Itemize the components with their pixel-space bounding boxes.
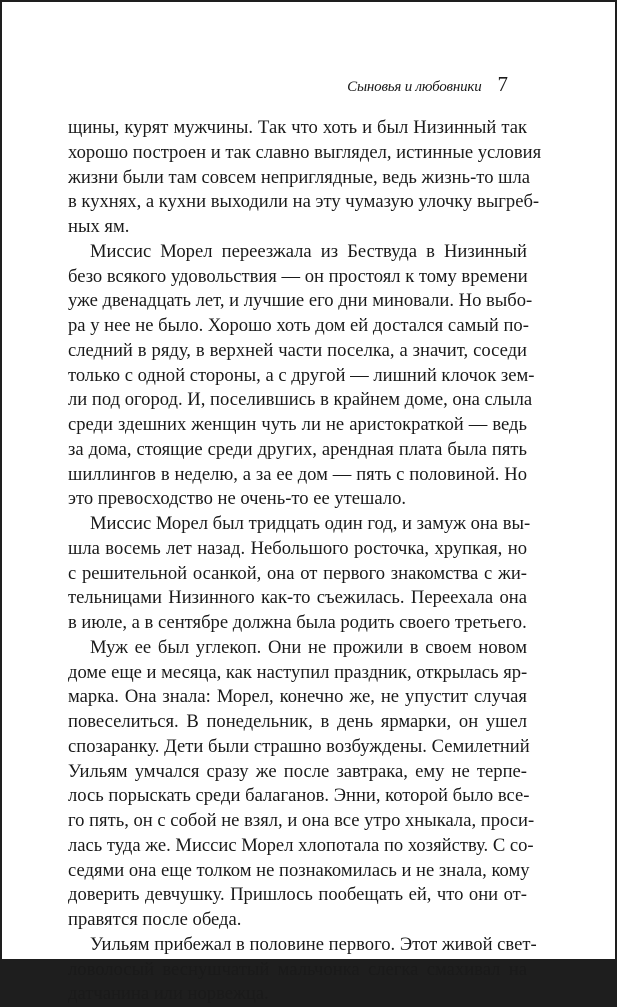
text-line: хорошо построен и так славно выглядел, истинные условия — [68, 141, 542, 163]
text-line: тельницами Низинного как-то съежилась. Переехала она — [68, 587, 527, 609]
text-line: правятся после обеда. — [68, 909, 242, 930]
text-line: ных ям. — [68, 216, 130, 237]
text-line: безо всякого удовольствия — он простоял к тому времени — [68, 265, 528, 287]
text-line: марка. Она знала: Морел, конечно же, не упустит случая — [68, 686, 527, 708]
text-line: лось порыскать среди балаганов. Энни, которой было все- — [68, 785, 530, 807]
text-line: доме еще и месяца, как наступил праздник, открылась яр- — [68, 661, 528, 683]
text-line: жизни были там совсем неприглядные, ведь жизнь-то шла — [68, 166, 530, 188]
text-line: с решительной осанкой, она от первого знакомства с жи- — [68, 562, 527, 584]
text-line: следний в ряду, в верхней части поселка, а значит, соседи — [68, 339, 527, 361]
body-text — [68, 116, 542, 1007]
text-line: Муж ее был углекоп. Они не прожили в своем новом — [90, 636, 527, 658]
text-line: за дома, стоящие среди других, арендная плата была пять — [68, 438, 527, 460]
text-line: спозаранку. Дети были страшно возбуждены. Семилетний — [68, 735, 530, 757]
running-head — [347, 72, 508, 97]
page-number: 7 — [497, 72, 508, 96]
text-line: шиллингов в неделю, а за ее дом — пять с половиной. Но — [68, 463, 527, 485]
text-line: го пять, он с собой не взял, и она все утро хныкала, проси- — [68, 810, 535, 831]
text-line: Миссис Морел переезжала из Бествуда в Низинный — [90, 240, 527, 262]
text-line: в кухнях, а кухни выходили на эту чумазую улочку выгреб- — [68, 191, 540, 213]
text-line: Миссис Морел был тридцать один год, и замуж она вы- — [90, 513, 531, 534]
text-line: Уильям умчался сразу же после завтрака, ему не терпе- — [68, 760, 527, 782]
text-line: Уильям прибежал в половине первого. Этот живой свет- — [90, 933, 537, 955]
text-line: ловолосый веснушчатый мальчонка слегка смахивал на — [68, 958, 527, 980]
book-page — [2, 2, 615, 1005]
text-line: уже двенадцать лет, и лучшие его дни миновали. Но выбо- — [68, 290, 533, 312]
text-line: доверить девчушку. Пришлось пообещать ей, что они от- — [68, 884, 527, 906]
text-line: датчанина или норвежца. — [68, 983, 269, 1005]
text-line: это превосходство не очень-то ее утешало. — [68, 488, 407, 510]
text-line: среди здешних женщин чуть ли не аристократкой — ведь — [68, 414, 527, 435]
text-line: лась туда же. Миссис Морел хлопотала по хозяйству. С со- — [68, 834, 534, 856]
text-line: в июле, а в сентябре должна была родить своего третьего. — [68, 612, 527, 633]
text-line: ра у нее не было. Хорошо хоть дом ей достался самый по- — [68, 315, 529, 336]
running-title: Сыновья и любовники — [347, 79, 482, 95]
text-line: повеселиться. В понедельник, в день ярмарки, он ушел — [68, 711, 527, 732]
text-line: шла восемь лет назад. Небольшого росточка, хрупкая, но — [68, 537, 527, 559]
text-line: ли под огород. И, поселившись в крайнем доме, она слыла — [68, 389, 533, 411]
text-line: только с одной стороны, а с другой — лишний клочок зем- — [68, 364, 535, 386]
text-line: щины, курят мужчины. Так что хоть и был Низинный так — [68, 117, 527, 138]
text-line: седями она еще толком не познакомилась и не знала, кому — [68, 859, 530, 881]
